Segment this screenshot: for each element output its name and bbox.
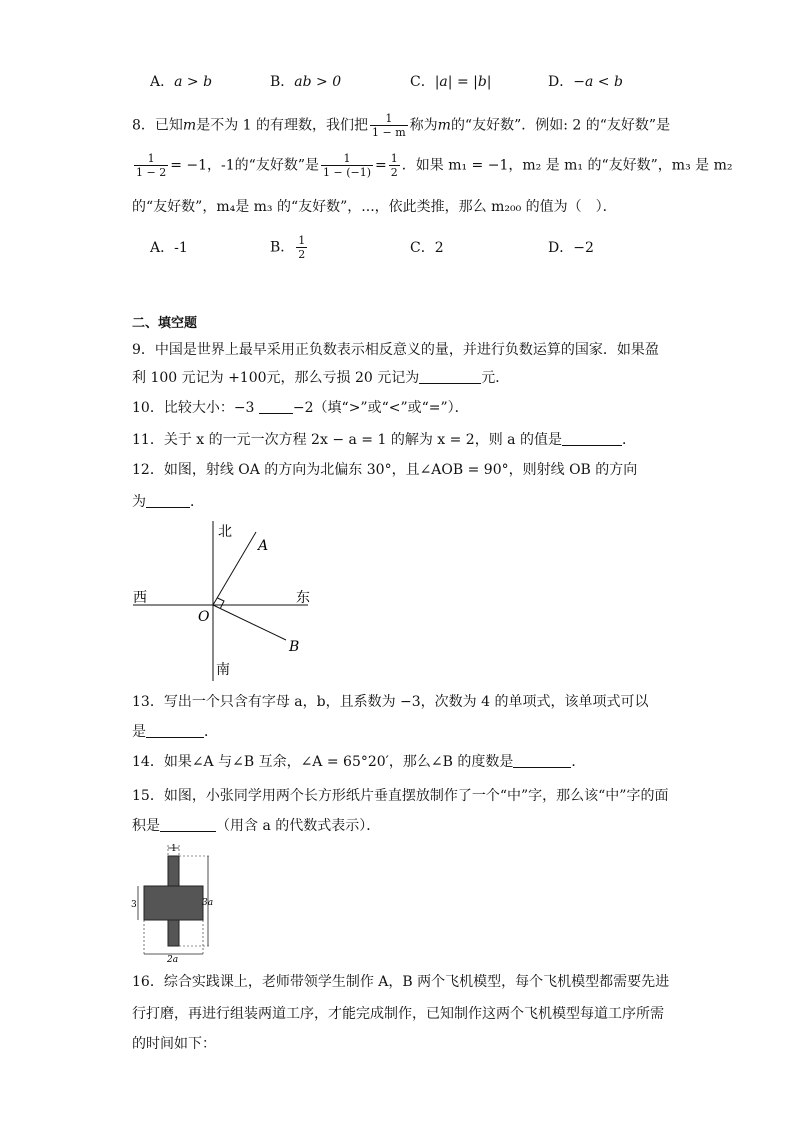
text: 利 100 元记为 +100元，那么亏损 20 元记为 <box>132 370 420 386</box>
answer-blank[interactable] <box>419 369 481 384</box>
label-o: O <box>198 609 210 625</box>
fraction <box>370 112 408 139</box>
q8-line1 <box>132 112 670 139</box>
text: 的“友好数”．例如: 2 的“友好数”是 <box>450 117 671 134</box>
option-label: A． <box>150 74 175 90</box>
text: −2（填“>”或“<”或“=”）． <box>292 400 469 416</box>
frac-den: 2 <box>390 166 398 179</box>
label-b: B <box>289 639 300 655</box>
frac-num: 1 <box>134 152 168 166</box>
fraction <box>134 152 168 179</box>
fraction <box>389 152 400 179</box>
section-title: 二、填空题 <box>132 316 198 331</box>
frac-den: 1 − (−1) <box>323 166 372 179</box>
frac-den: 1 − m <box>372 126 406 139</box>
frac-num: 1 <box>370 112 408 126</box>
text: = <box>375 157 387 174</box>
option-expr: |a| = |b| <box>434 74 492 90</box>
text: （用含 a 的代数式表示）． <box>216 818 381 834</box>
text: 是 <box>132 724 146 740</box>
text: ． <box>571 754 586 770</box>
frac-num: 1 <box>298 234 306 247</box>
text: 元． <box>481 370 510 386</box>
q12-line1 <box>132 460 637 480</box>
ray-oa <box>213 532 256 605</box>
answer-blank[interactable] <box>146 723 204 738</box>
q16-line3 <box>132 1034 216 1054</box>
frac-num: 1 <box>390 152 398 165</box>
q8-option-d <box>548 238 594 258</box>
text: 为 <box>132 494 146 510</box>
label-a: A <box>258 538 269 554</box>
text: 8．已知 <box>132 117 183 134</box>
label-top: 1 <box>171 844 177 854</box>
text: 12．如图，射线 OA 的方向为北偏东 30°，且∠AOB = 90°，则射线 OB 的方向 <box>132 462 638 478</box>
option-label: D． <box>548 74 574 90</box>
q13-line2 <box>132 722 218 742</box>
q16-line2 <box>132 1004 664 1024</box>
option-label: B． <box>270 239 295 256</box>
option-value: −2 <box>573 240 594 256</box>
q14-line <box>132 752 585 772</box>
q16-line1 <box>132 972 669 992</box>
label-east: 东 <box>296 590 310 606</box>
text: 10．比较大小：−3 <box>132 400 255 416</box>
text: 9．中国是世界上最早采用正负数表示相反意义的量，并进行负数运算的国家．如果盈 <box>132 342 659 358</box>
frac-num: 1 <box>321 152 373 166</box>
q8-line2 <box>132 152 732 179</box>
answer-blank[interactable] <box>562 431 622 446</box>
compass-figure <box>128 516 328 686</box>
q11-line <box>132 430 636 450</box>
text: 13．写出一个只含有字母 a，b，且系数为 −3，次数为 4 的单项式，该单项式可以 <box>132 694 649 710</box>
q7-option-b <box>270 72 341 92</box>
q7-option-a <box>150 72 212 92</box>
label-right: 3a <box>202 898 214 908</box>
horizontal-strip <box>144 886 203 920</box>
text: ． <box>190 494 204 510</box>
answer-blank[interactable] <box>146 493 190 508</box>
option-value: 2 <box>434 240 444 256</box>
text: ． <box>621 432 636 448</box>
q7-option-c <box>410 72 492 92</box>
text: 14．如果∠A 与∠B 互余，∠A = 65°20′，那么∠B 的度数是 <box>132 754 514 770</box>
zhong-figure <box>130 842 216 962</box>
option-label: A． <box>150 240 175 256</box>
text: ． <box>204 724 218 740</box>
text: 是不为 1 的有理数，我们把 <box>196 117 369 134</box>
option-label: B． <box>270 74 295 90</box>
text: 11．关于 x 的一元一次方程 2x − a = 1 的解为 x = 2，则 a 的值是 <box>132 432 562 448</box>
text: 行打磨，再进行组装两道工序，才能完成制作，已知制作这两个飞机模型每道工序所需 <box>132 1006 664 1022</box>
answer-blank[interactable] <box>513 753 571 768</box>
q15-line1 <box>132 786 668 806</box>
var: m <box>437 117 451 134</box>
label-left: 3 <box>131 900 137 910</box>
option-expr: ab > 0 <box>294 74 342 90</box>
var: m <box>182 117 197 134</box>
option-label: D． <box>548 240 574 256</box>
option-expr: −a < b <box>573 74 623 90</box>
q10-line <box>132 398 469 418</box>
text: = −1，-1的“友好数”是 <box>170 157 319 174</box>
answer-blank[interactable] <box>259 399 293 414</box>
option-value: -1 <box>174 240 188 256</box>
fraction <box>321 152 373 179</box>
text: 称为 <box>409 117 438 134</box>
q7-option-d <box>548 72 623 92</box>
q13-line1 <box>132 692 648 712</box>
option-label: C． <box>410 74 435 90</box>
text: 积是 <box>132 818 160 834</box>
label-south: 南 <box>216 662 230 678</box>
frac-den: 2 <box>298 248 306 261</box>
answer-blank[interactable] <box>160 817 216 832</box>
label-west: 西 <box>133 590 147 606</box>
q9-line1 <box>132 340 659 360</box>
option-expr: a > b <box>174 74 213 90</box>
q8-option-a <box>150 238 188 258</box>
q8-line3 <box>132 197 617 217</box>
right-angle-mark <box>218 598 225 608</box>
q8-option-c <box>410 238 444 258</box>
q9-line2 <box>132 368 509 388</box>
q8-option-b <box>270 234 309 261</box>
text: ．如果 m₁ = −1，m₂ 是 m₁ 的“友好数”，m₃ 是 m₂ <box>401 157 733 174</box>
text: 的“友好数”，m₄是 m₃ 的“友好数”，...，依此类推，那么 m₂₀₀ 的值为（ ）． <box>132 199 617 215</box>
q12-line2 <box>132 492 204 512</box>
text: 15．如图，小张同学用两个长方形纸片垂直摆放制作了一个“中”字，那么该“中”字的面 <box>132 788 669 804</box>
text: 的时间如下： <box>132 1036 216 1052</box>
frac-den: 1 − 2 <box>136 166 167 179</box>
label-bottom: 2a <box>167 955 179 962</box>
q15-line2 <box>132 816 380 836</box>
ray-ob <box>213 605 286 640</box>
text: 16．综合实践课上，老师带领学生制作 A，B 两个飞机模型，每个飞机模型都需要先进 <box>132 974 670 990</box>
label-north: 北 <box>218 524 232 540</box>
fraction <box>296 234 307 261</box>
option-label: C． <box>410 240 435 256</box>
